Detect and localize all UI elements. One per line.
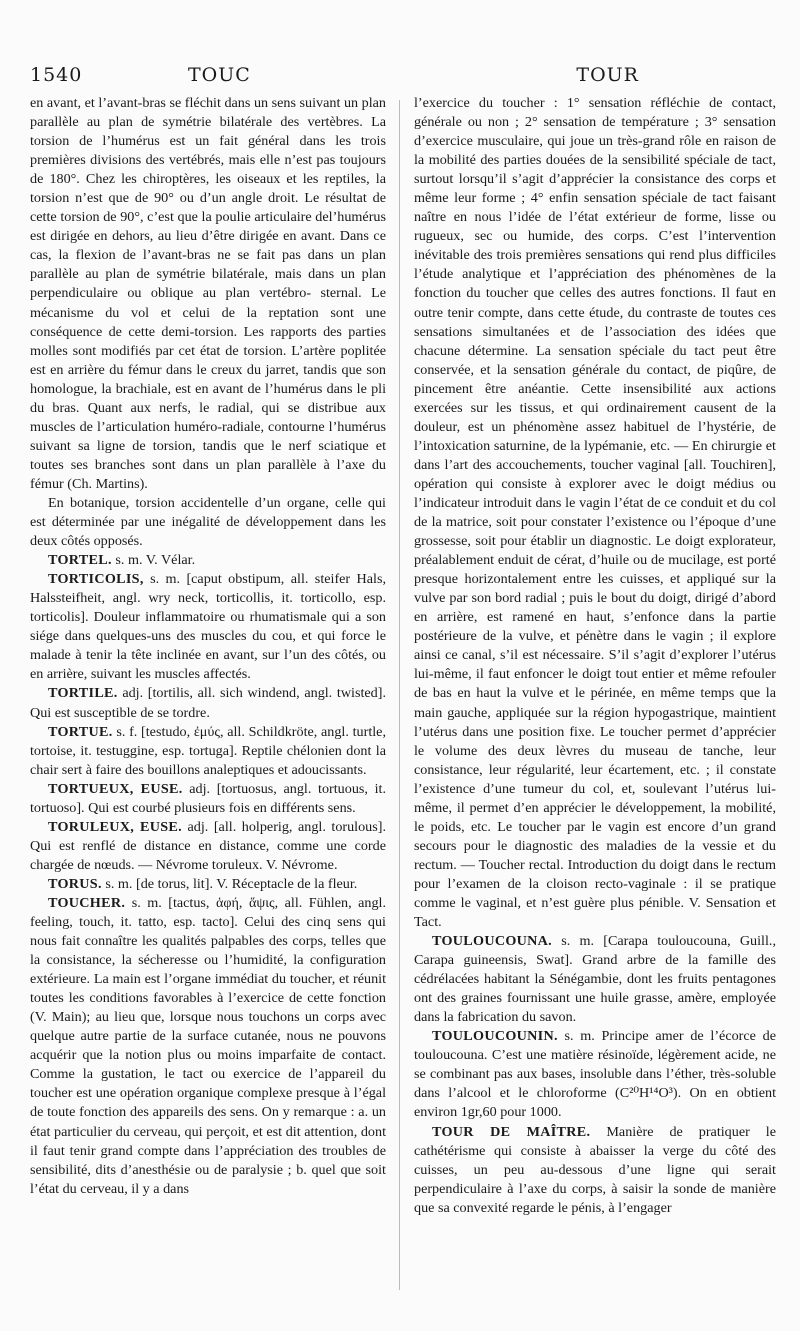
dictionary-entry [414,1027,776,1122]
entry-definition: Manière de pratiquer le cathétérisme qui consiste à abaisser la verge du côté des cuisses, un peu au-dessous d’une ligne qui serait perpendiculaire à l’axe du corps, à saisir la sonde de manière que sa convexité regarde le pénis, à l’engager [414,1123,776,1216]
column-divider [399,100,400,1290]
running-head-right: TOUR [576,64,639,86]
entry-paragraph: l’exercice du toucher : 1° sensation réfléchie de contact, générale ou non ; 2° sensation de température ; 3° sensation d’exercice musculaire, qui joue un très-grand rôle en raison de la mobilité des parties douées de la sensibilité spéciale de tact, surtout lorsqu’il s’agit d’apprécier la consistance des corps et même leur forme ; 4° enfin sensation spéciale de tact faisant naître en nous l’idée de l’état extérieur de forme, lisse ou rugueux, sec ou humide, des corps. C’est l’intervention inévitable des trois premières sensations qui rend plus difficiles l’étude analytique et l’appréciation des phénomènes de la fonction du toucher que celles des autres fonctions. Il faut en outre tenir compte, dans cette étude, du contraste de toutes ces sensations simultanées et de l’association des idées que chacune détermine. La sensation spéciale du tact peut être conservée, et la sensation générale du contact, de piqûre, de pincement être anéantie. Cette insensibilité aux actions exercées sur les tissus, et qui ordinairement causent de la douleur, est un phénomène assez habituel de l’hystérie, de l’intoxication saturnine, de la lypémanie, etc. — En chirurgie et dans l’art des accouchements, toucher vaginal [all. Touchiren], opération qui consiste à explorer avec le doigt médius ou l’indicateur introduit dans le vagin l’état de ce conduit et du col de la matrice, soit pour constater l’existence ou l’époque d’une grossesse, soit pour établir un diagnostic. Le doigt explorateur, préalablement enduit de cérat, d’huile ou de mucilage, est porté presque horizontalement entre les cuisses, et appliqué sur la vulve par son bord radial ; puis le bout du doigt, dirigé d’abord en arrière, est ramené en haut, s’enfonce dans la partie postérieure de la vulve, et pénètre dans le vagin ; il explore ainsi ce canal, s’il est nécessaire. S’il s’agit d’explorer l’utérus lui-même, il faut enfoncer le doigt tout entier et même refouler de bas en haut la vulve et le périnée, en même temps que la main gauche, appliquée sur la région hypogastrique, maintient l’utérus dans une position fixe. Le toucher permet d’apprécier le volume des deux lèvres du museau de tanche, leur consistance, leur régularité, leur écartement, etc. ; il constate l’existence d’une tumeur du col, et, soulevant l’utérus lui-même, il permet d’en apprécier le développement, la mobilité, le poids, etc. Le toucher par le vagin est encore d’un grand secours pour le diagnostic des maladies de la vessie et du rectum. — Toucher rectal. Introduction du doigt dans le rectum pour l’examen de la cloison recto-vaginale : il se pratique comme le vaginal, et n’est guère plus pénible. V. Sensation et Tact. [414,95,776,931]
dictionary-entry [30,570,386,684]
dictionary-entry [414,932,776,1027]
dictionary-entry [414,1123,776,1218]
left-column [30,94,386,1199]
entry-headword: TORULEUX, EUSE. [48,818,182,835]
dictionary-entry [30,780,386,818]
entry-headword: TORTICOLIS, [48,571,144,588]
entry-paragraph: En botanique, torsion accidentelle d’un organe, celle qui est déterminée par une inégalité de développement dans les deux côtés opposés. [30,494,386,550]
entry-headword: TORTILE. [48,685,118,702]
running-head-left: TOUC [188,64,251,86]
entry-headword: TORUS. [48,875,102,892]
page-number: 1540 [30,64,83,86]
entry-headword: TOULOUCOUNA. [432,933,553,950]
entry-definition: s. m. [de torus, lit]. V. Réceptacle de la fleur. [105,875,358,892]
entry-definition: adj. [all. holperig, angl. torulous]. Qui est renflé de distance en distance, comme une corde chargée de nœuds. — Névrome toruleux. V. Névrome. [30,818,386,873]
page-header [30,64,774,90]
entry-headword: TOULOUCOUNIN. [432,1028,558,1045]
entry-headword: TOUR DE MAÎTRE. [432,1123,591,1140]
dictionary-entry [30,894,386,1199]
entry-definition: s. f. [testudo, ἐμύς, all. Schildkröte, angl. turtle, tortoise, it. testuggine, esp. tortuga]. Reptile chélonien dont la chair sert à faire des bouillons analeptiques et adoucissants. [30,723,386,778]
entry-definition: s. m. [tactus, ἁφή, ἅψις, all. Fühlen, angl. feeling, touch, it. tatto, esp. tacto]. Celui des cinq sens qui nous fait connaître les qualités palpables des corps, telles que la consistance, la sécheresse ou l’humidité, la configuration extérieure. La main est l’organe immédiat du toucher, et réunit toutes les conditions favorables à l’exercice de cette fonction (V. Main); au lieu que, lorsque nous touchons un corps avec quelque autre partie de la surface cutanée, nous ne pouvons acquérir que la notion plus ou moins imparfaite de contact. Comme la gustation, le tact ou exercice de l’appareil du toucher est une opération organique complexe presque à l’égal de toute fonction des appareils des sens. On y remarque : a. un état particulier du cerveau, qui perçoit, et est dit attention, dont il faut tenir grand compte dans l’appréciation des troubles de sensibilité, dits d’anesthésie ou de paralysie ; b. quel que soit l’état du cerveau, il y a dans [30,894,386,1197]
entry-definition: s. m. [Carapa touloucouna, Guill., Carapa guineensis, Swat]. Grand arbre de la famille des cédrélacées habitant la Sénégambie, dont les fruits pentagones ont des graines fournissant une huile grasse, amère, employée dans la fabrication du savon. [414,933,776,1026]
dictionary-entry [30,551,386,570]
dictionary-entry [30,875,386,894]
dictionary-entry [30,723,386,780]
entry-headword: TORTUE. [48,723,113,740]
entry-headword: TOUCHER. [48,894,126,911]
entry-paragraph: en avant, et l’avant-bras se fléchit dans un sens suivant un plan parallèle au plan de symétrie bilatérale des vertèbres. La torsion de l’humérus est un fait général dans les trois premières divisions des vertébrés, mais elle n’est pas toujours de 180°. Chez les chiroptères, les oiseaux et les reptiles, la torsion n’est que de 90° ou d’un angle droit. Le résultat de cette torsion de 90°, c’est que la poulie articulaire del’humérus est dirigée en dehors, au lieu d’être dirigée en avant. Dans ce cas, la flexion de l’avant-bras ne se fait pas dans un plan parallèle au plan de symétrie bilatérale, mais dans un plan perpendiculaire ou oblique au plan vertébro- sternal. Le mécanisme du vol et celui de la reptation sont une conséquence de cette demi-torsion. Les rapports des parties molles sont modifiés par cet état de torsion. L’artère poplitée est en arrière du fémur dans le creux du jarret, tandis que son homologue, la brachiale, est en avant de l’humérus dans le pli du bras. Quant aux nerfs, le radial, qui se distribue aux muscles de l’articulation huméro-radiale, contourne l’humérus suivant sa ligne de torsion, tandis que le nerf sciatique et toutes ses branches sont dans un plan parallèle à l’axe du fémur (Ch. Martins). [30,95,386,492]
dictionary-entry [30,818,386,875]
entry-definition: s. m. Principe amer de l’écorce de touloucouna. C’est une matière résinoïde, légèrement acide, ne se combinant pas aux bases, insoluble dans l’éther, très-soluble dans l’alcool et le chloroforme (C²⁰H¹⁴O³). On en obtient environ 1gr,60 pour 1000. [414,1028,776,1121]
entry-headword: TORTEL. [48,552,112,569]
entry-headword: TORTUEUX, EUSE. [48,780,183,797]
right-column [414,94,776,1218]
entry-definition: adj. [tortuosus, angl. tortuous, it. tortuoso]. Qui est courbé plusieurs fois en différents sens. [30,780,386,816]
entry-definition: s. m. [caput obstipum, all. steifer Hals, Halssteifheit, angl. wry neck, torticollis, it. torticollo, esp. torticolis]. Douleur inflammatoire ou rhumatismale qui a son siége dans quelques-uns des muscles du cou, et qui force le malade à tenir la tête inclinée en avant, sur l’un des côtés, ou en arrière, suivant les muscles affectés. [30,571,386,683]
entry-definition: s. m. V. Vélar. [115,552,196,569]
dictionary-entry [30,684,386,722]
entry-definition: adj. [tortilis, all. sich windend, angl. twisted]. Qui est susceptible de se tordre. [30,685,386,721]
